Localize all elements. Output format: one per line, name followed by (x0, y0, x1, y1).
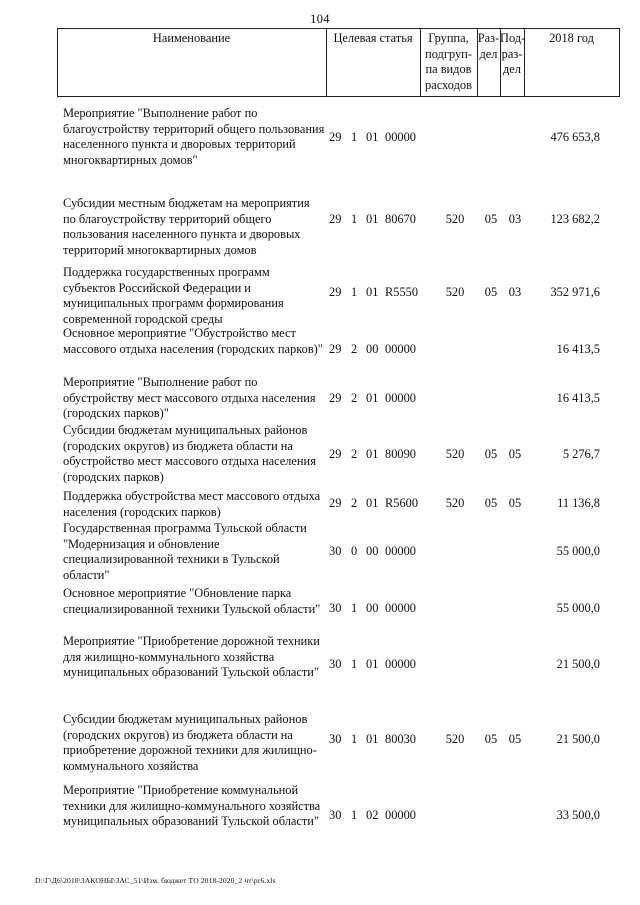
code-direction: R5600 (385, 496, 419, 510)
code-direction: 80670 (385, 212, 416, 226)
code-event: 01 (366, 285, 379, 299)
code-program: 30 (329, 808, 342, 822)
code-subprogram: 2 (351, 342, 358, 356)
row-name: Поддержка обустройства мест массового отдыха населения (городских парков) (63, 489, 321, 519)
header-divider (619, 28, 620, 96)
code-program: 29 (329, 496, 342, 510)
code-program: 29 (329, 391, 342, 405)
amount: 476 653,8 (550, 130, 600, 144)
code-event: 01 (366, 130, 379, 144)
code-direction: 80090 (385, 447, 416, 461)
code-subprogram: 1 (351, 657, 358, 671)
amount: 16 413,5 (556, 342, 600, 356)
subsection: 03 (508, 285, 522, 299)
row-name: Мероприятие "Выполнение работ по обустройству мест массового отдыха населения (городских парков)" (63, 375, 316, 421)
section: 05 (484, 285, 498, 299)
section: 05 (484, 732, 498, 746)
expense-group: 520 (445, 496, 465, 510)
code-event: 01 (366, 212, 379, 226)
amount: 33 500,0 (556, 808, 600, 822)
row-name: Мероприятие "Приобретение коммунальной техники для жилищно-коммунального хозяйства муниципальных образований Тульской области" (63, 783, 321, 829)
amount: 55 000,0 (556, 544, 600, 558)
header-top-border (57, 28, 620, 29)
code-subprogram: 1 (351, 808, 358, 822)
header-section: Раз- дел (477, 31, 500, 61)
section: 05 (484, 447, 498, 461)
code-event: 00 (366, 342, 379, 356)
amount: 55 000,0 (556, 601, 600, 615)
code-event: 00 (366, 601, 379, 615)
subsection: 05 (508, 496, 522, 510)
code-program: 29 (329, 285, 342, 299)
code-subprogram: 2 (351, 496, 358, 510)
code-program: 29 (329, 342, 342, 356)
code-event: 01 (366, 447, 379, 461)
page-number: 104 (310, 12, 330, 26)
code-direction: 00000 (385, 391, 416, 405)
file-path-footer: D:\Г\Д6\2018\ЗАКОНЫ\ЗАС_51\Изм. бюджет ТО 2018-2020_2 чт\pr6.xls (35, 876, 276, 885)
code-subprogram: 0 (351, 544, 358, 558)
code-program: 29 (329, 212, 342, 226)
subsection: 03 (508, 212, 522, 226)
amount: 11 136,8 (557, 496, 600, 510)
code-direction: 00000 (385, 130, 416, 144)
row-name: Субсидии местным бюджетам на мероприятия по благоустройству территорий общего пользования населенного пункта и дворовых территорий многоквартирных домов (63, 196, 310, 257)
subsection: 05 (508, 732, 522, 746)
row-name: Государственная программа Тульской области "Модернизация и обновление специализированной техники в Тульской области" (63, 521, 307, 582)
header-target: Целевая статья (333, 31, 413, 45)
amount: 123 682,2 (550, 212, 600, 226)
code-event: 01 (366, 732, 379, 746)
code-program: 30 (329, 657, 342, 671)
code-program: 29 (329, 447, 342, 461)
row-name: Мероприятие "Приобретение дорожной техники для жилищно-коммунального хозяйства муниципальных образований Тульской области" (63, 634, 320, 680)
code-subprogram: 1 (351, 732, 358, 746)
section: 05 (484, 212, 498, 226)
code-program: 29 (329, 130, 342, 144)
code-program: 30 (329, 732, 342, 746)
code-subprogram: 2 (351, 447, 358, 461)
expense-group: 520 (445, 732, 465, 746)
amount: 21 500,0 (556, 732, 600, 746)
row-name: Поддержка государственных программ субъектов Российской Федерации и муниципальных программ формирования современной городской среды (63, 265, 284, 326)
code-program: 30 (329, 544, 342, 558)
code-event: 01 (366, 496, 379, 510)
code-event: 00 (366, 544, 379, 558)
row-name: Мероприятие "Выполнение работ по благоустройству территорий общего пользования населенного пункта и дворовых территорий многоквартирных домов" (63, 106, 325, 167)
code-program: 30 (329, 601, 342, 615)
code-event: 01 (366, 391, 379, 405)
amount: 21 500,0 (556, 657, 600, 671)
header-bottom-border (57, 96, 620, 97)
header-group: Группа, подгруп- па видов расходов (425, 31, 472, 92)
code-direction: 80030 (385, 732, 416, 746)
expense-group: 520 (445, 447, 465, 461)
code-subprogram: 1 (351, 285, 358, 299)
code-event: 02 (366, 808, 379, 822)
code-direction: 00000 (385, 808, 416, 822)
amount: 5 276,7 (562, 447, 600, 461)
expense-group: 520 (445, 285, 465, 299)
row-name: Субсидии бюджетам муниципальных районов (городских округов) из бюджета области на приобретение дорожной техники для жилищно-коммунального хозяйства (63, 712, 317, 773)
row-name: Основное мероприятие "Обновление парка специализированной техники Тульской области" (63, 586, 321, 616)
row-name: Основное мероприятие "Обустройство мест массового отдыха населения (городских парков)" (63, 326, 323, 356)
header-subsection: Под- раз- дел (500, 31, 526, 76)
code-subprogram: 2 (351, 391, 358, 405)
code-direction: 00000 (385, 657, 416, 671)
expense-group: 520 (445, 212, 465, 226)
amount: 16 413,5 (556, 391, 600, 405)
code-subprogram: 1 (351, 212, 358, 226)
code-direction: 00000 (385, 342, 416, 356)
table-header (57, 28, 620, 96)
code-direction: R5550 (385, 285, 419, 299)
code-direction: 00000 (385, 601, 416, 615)
subsection: 05 (508, 447, 522, 461)
header-name: Наименование (152, 31, 231, 45)
section: 05 (484, 496, 498, 510)
amount: 352 971,6 (550, 285, 600, 299)
code-subprogram: 1 (351, 130, 358, 144)
header-year: 2018 год (549, 31, 594, 45)
row-name: Субсидии бюджетам муниципальных районов (городских округов) из бюджета области на обустройство мест массового отдыха населения (городских парков) (63, 423, 316, 484)
code-direction: 00000 (385, 544, 416, 558)
code-subprogram: 1 (351, 601, 358, 615)
code-event: 01 (366, 657, 379, 671)
